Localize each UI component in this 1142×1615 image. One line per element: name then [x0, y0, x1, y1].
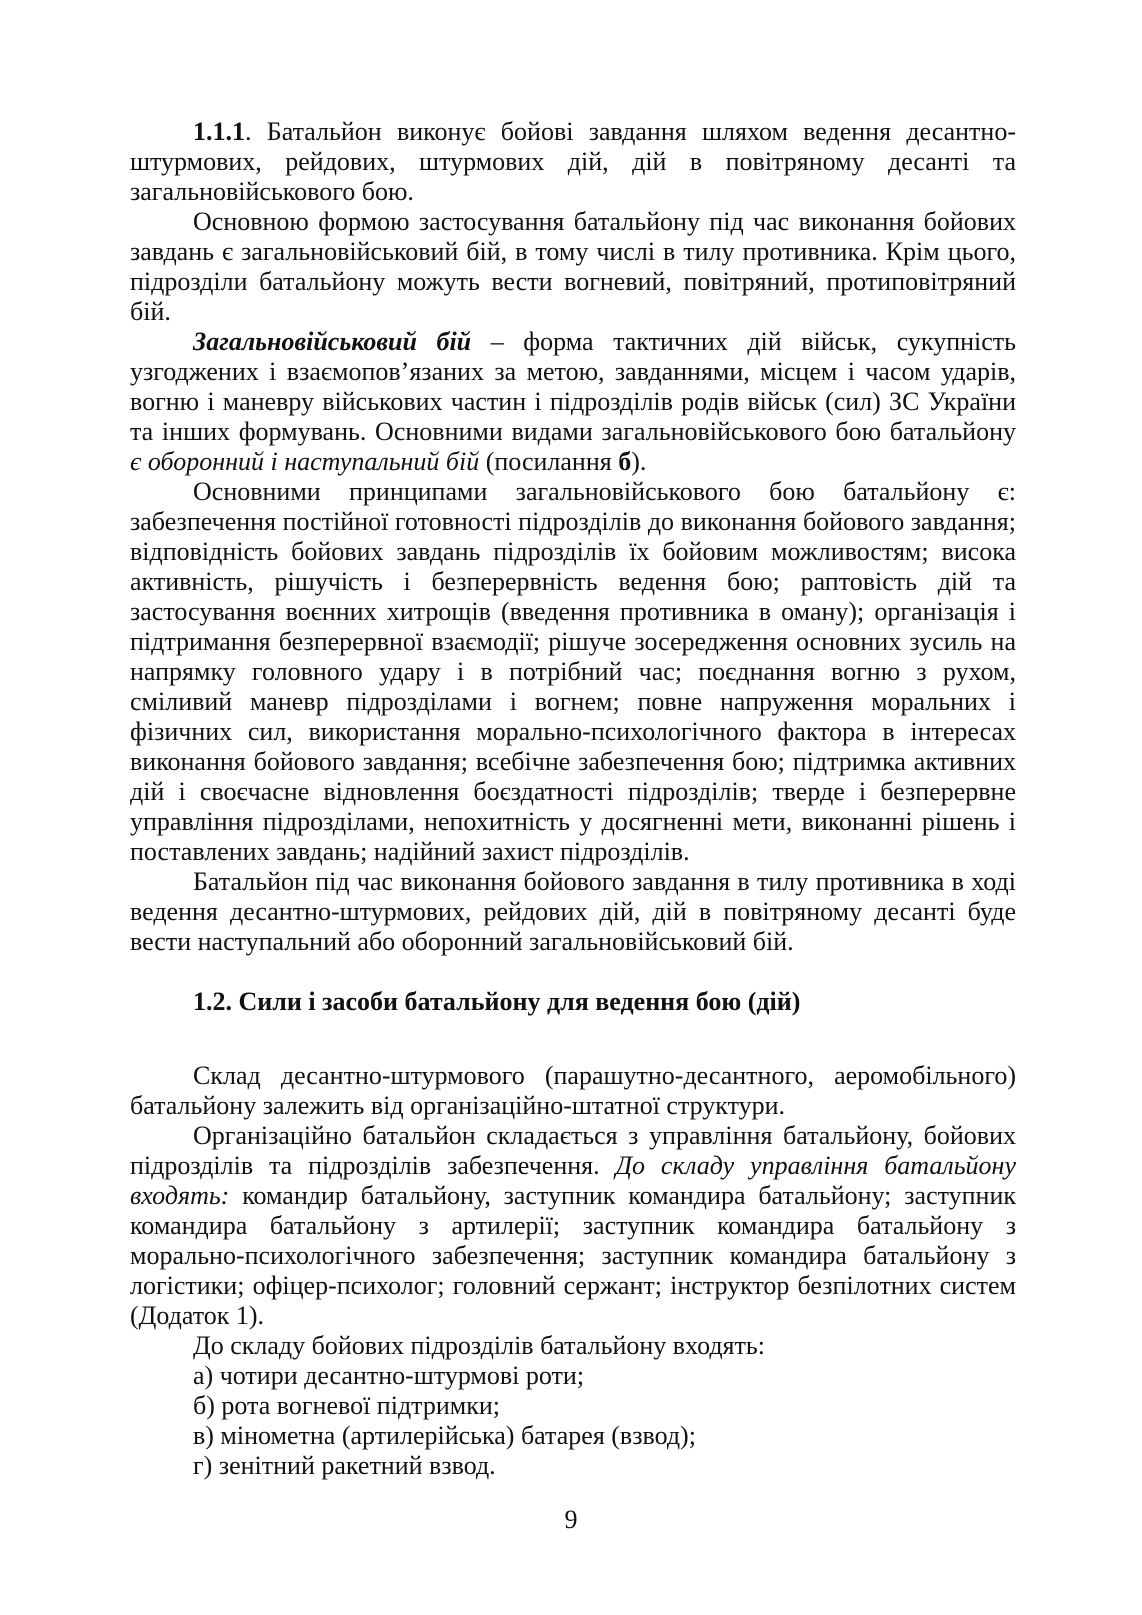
paragraph-text: До складу бойових підрозділів батальйону входять: [193, 1331, 765, 1360]
list-item-g: г) зенітний ракетний взвод. [193, 1451, 496, 1480]
paragraph-text: Основними принципами загальновійськового бою батальйону є: забезпечення постійної готовності підрозділів до виконання бойового завдання; відповідність бойових завдань підрозділів їх бойовим можливостям; висока активність, рішучість і безперервність ведення бою; раптовість дій та застосування воєнних хитрощів (введення противника в оману); організація і підтримання безперервної взаємодії; рішуче зосередження основних зусиль на напрямку головного удару і в потрібний час; поєднання вогню з рухом, сміливий маневр підрозділами і вогнем; повне напруження моральних і фізичних сил, використання морально-психологічного фактора в інтересах виконання бойового завдання; всебічне забезпечення бою; підтримка активних дій і своєчасне відновлення боєздатності підрозділів; тверде і безперервне управління підрозділами, непохитність у досягненні мети, виконанні рішень і поставлених завдань; надійний захист підрозділів. [130, 477, 1016, 866]
list-item-b: б) рота вогневої підтримки; [193, 1391, 500, 1420]
paragraph-1-1-1 [130, 117, 1016, 207]
list-item-a: а) чотири десантно-штурмові роти; [193, 1361, 585, 1390]
paragraph-text: Основною формою застосування батальйону під час виконання бойових завдань є загальновійськовий бій, в тому числі в тилу противника. Крім цього, підрозділи батальйону можуть вести вогневий, повітряний, протиповітряний бій. [130, 207, 1016, 326]
paragraph-composition [130, 1061, 1016, 1121]
paragraph-text: Організаційно батальйон складається з управління батальйону, бойових підрозділів та підрозділів забезпечення. [130, 1121, 1016, 1180]
paragraph-text: командир батальйону, заступник командира батальйону; заступник командира батальйону з артилерії; заступник командира батальйону з морально-психологічного забезпечення; заступник командира батальйону з логістики; офіцер-психолог; головний сержант; інструктор безпілотних систем (Додаток 1). [130, 1181, 1016, 1330]
paragraph-organization [130, 1121, 1016, 1331]
paragraph-definition [130, 327, 1016, 477]
emphasized-phrase: До складу управління батальйону входять: [130, 1151, 1016, 1210]
page-body [130, 117, 1016, 1481]
paragraph-text: . Батальйон виконує бойові завдання шляхом ведення десантно-штурмових, рейдових, штурмових дій, дій в повітряному десанті та загальновійськового бою. [130, 117, 1016, 206]
page-number: 9 [564, 1505, 578, 1534]
paragraph-text: Склад десантно-штурмового (парашутно-десантного, аеромобільного) батальйону залежить від організаційно-штатної структури. [130, 1061, 1016, 1120]
paragraph-main-form [130, 207, 1016, 327]
section-heading-1-2: 1.2. Сили і засоби батальйону для ведення бою (дій) [193, 987, 801, 1016]
paragraph-text: – форма тактичних дій військ, сукупність узгоджених і взаємопов’язаних за метою, завданнями, місцем і часом ударів, вогню і маневру військових частин і підрозділів родів військ (сил) ЗС України та інших формувань. Основними видами загальновійськового бою батальйону [130, 327, 1017, 446]
defined-term: Загальновійськовий бій [193, 327, 472, 356]
emphasized-phrase: є оборонний і наступальний бій [130, 447, 480, 476]
paragraph-text: Батальйон під час виконання бойового завдання в тилу противника в ході ведення десантно-штурмових, рейдових дій, дій в повітряному десанті буде вести наступальний або оборонний загальновійськовий бій. [130, 867, 1016, 956]
paragraph-text: (посилання [479, 447, 619, 476]
reference-letter: б [618, 447, 632, 476]
paragraph-text: ). [631, 447, 647, 476]
list-intro [130, 1331, 1016, 1361]
paragraph-battalion-rear [130, 867, 1016, 957]
paragraph-principles [130, 477, 1016, 867]
section-number: 1.1.1 [193, 117, 245, 146]
list-item-v: в) мінометна (артилерійська) батарея (взвод); [193, 1421, 696, 1450]
